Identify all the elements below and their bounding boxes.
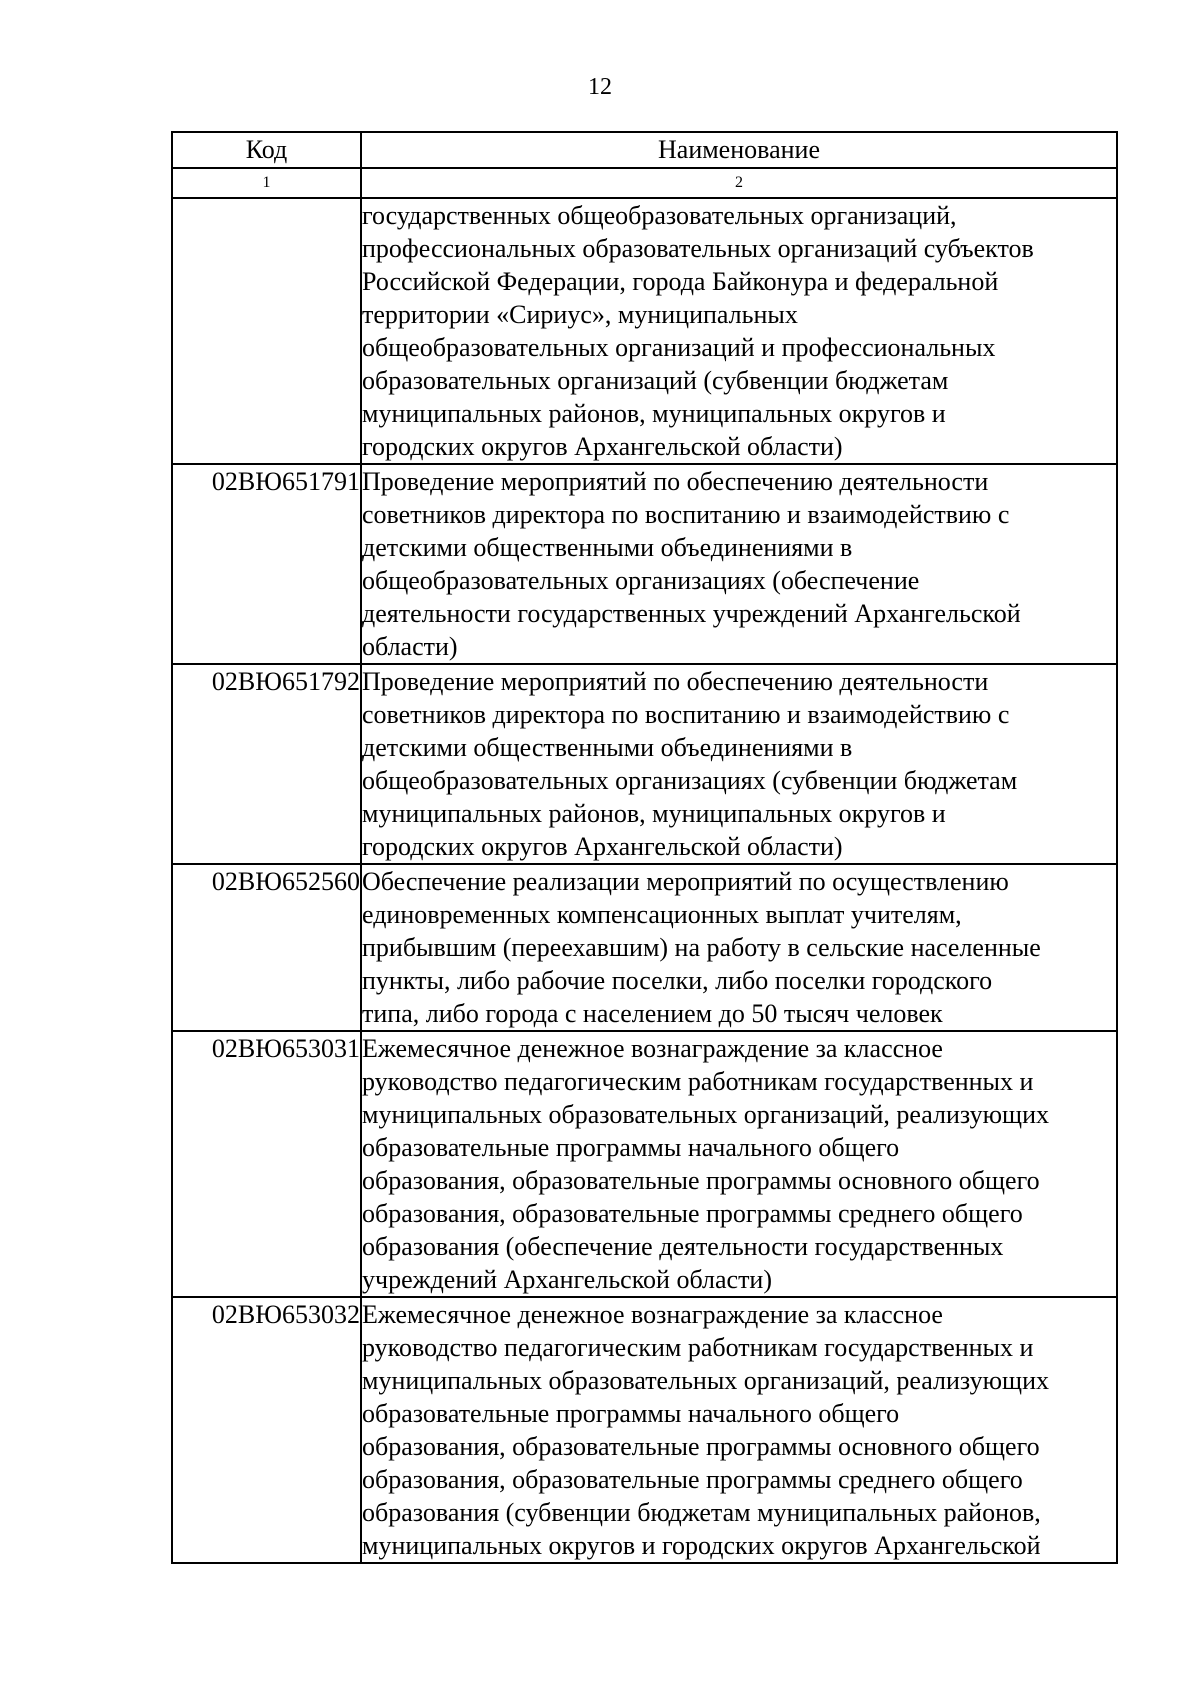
name-line: детскими общественными объединениями в bbox=[362, 733, 853, 762]
column-number-code: 1 bbox=[172, 168, 361, 198]
table-row bbox=[172, 1297, 1117, 1563]
page-number: 12 bbox=[588, 74, 612, 100]
name-line: общеобразовательных организациях (обеспечение bbox=[362, 566, 920, 595]
name-line: образования (субвенции бюджетам муниципальных районов, bbox=[362, 1498, 1041, 1527]
name-line: образовательные программы начального общего bbox=[362, 1133, 900, 1162]
row-name bbox=[361, 198, 1117, 464]
name-line: общеобразовательных организаций и профессиональных bbox=[362, 333, 996, 362]
name-line: муниципальных округов и городских округов Архангельской bbox=[362, 1531, 1041, 1560]
table-row bbox=[172, 664, 1117, 864]
name-line: образования, образовательные программы среднего общего bbox=[362, 1199, 1023, 1228]
table-body bbox=[172, 198, 1117, 1563]
name-line: Ежемесячное денежное вознаграждение за классное bbox=[362, 1300, 943, 1329]
row-code: 02ВЮ651791 bbox=[172, 464, 361, 664]
name-line: государственных общеобразовательных организаций, bbox=[362, 201, 957, 230]
row-name bbox=[361, 464, 1117, 664]
budget-code-table bbox=[171, 131, 1118, 1564]
name-line: образовательных организаций (субвенции бюджетам bbox=[362, 366, 949, 395]
name-line: Российской Федерации, города Байконура и федеральной bbox=[362, 267, 999, 296]
row-code: 02ВЮ651792 bbox=[172, 664, 361, 864]
row-code: 02ВЮ653032 bbox=[172, 1297, 361, 1563]
name-line: Проведение мероприятий по обеспечению деятельности bbox=[362, 667, 989, 696]
name-line: единовременных компенсационных выплат учителям, bbox=[362, 900, 962, 929]
row-name bbox=[361, 1031, 1117, 1297]
name-line: учреждений Архангельской области) bbox=[362, 1265, 773, 1294]
header-code: Код bbox=[172, 132, 361, 168]
name-line: муниципальных образовательных организаций, реализующих bbox=[362, 1366, 1049, 1395]
name-line: образовательные программы начального общего bbox=[362, 1399, 900, 1428]
name-line: муниципальных районов, муниципальных округов и bbox=[362, 399, 946, 428]
name-line: Ежемесячное денежное вознаграждение за классное bbox=[362, 1034, 943, 1063]
name-line: деятельности государственных учреждений Архангельской bbox=[362, 599, 1021, 628]
row-name bbox=[361, 864, 1117, 1031]
column-number-name: 2 bbox=[361, 168, 1117, 198]
header-name: Наименование bbox=[361, 132, 1117, 168]
name-line: образования, образовательные программы основного общего bbox=[362, 1432, 1040, 1461]
name-line: детскими общественными объединениями в bbox=[362, 533, 853, 562]
name-line: советников директора по воспитанию и взаимодействию с bbox=[362, 700, 1010, 729]
name-line: городских округов Архангельской области) bbox=[362, 432, 843, 461]
name-line: пункты, либо рабочие поселки, либо поселки городского bbox=[362, 966, 993, 995]
name-line: руководство педагогическим работникам государственных и bbox=[362, 1067, 1034, 1096]
name-line: типа, либо города с населением до 50 тысяч человек bbox=[362, 999, 943, 1028]
name-line: образования, образовательные программы среднего общего bbox=[362, 1465, 1023, 1494]
table-row bbox=[172, 464, 1117, 664]
name-line: Обеспечение реализации мероприятий по осуществлению bbox=[362, 867, 1009, 896]
column-number-row bbox=[172, 168, 1117, 198]
name-line: городских округов Архангельской области) bbox=[362, 832, 843, 861]
name-line: образования (обеспечение деятельности государственных bbox=[362, 1232, 1004, 1261]
row-code: 02ВЮ653031 bbox=[172, 1031, 361, 1297]
name-line: советников директора по воспитанию и взаимодействию с bbox=[362, 500, 1010, 529]
name-line: профессиональных образовательных организаций субъектов bbox=[362, 234, 1034, 263]
table-row bbox=[172, 1031, 1117, 1297]
name-line: области) bbox=[362, 632, 458, 661]
name-line: прибывшим (переехавшим) на работу в сельские населенные bbox=[362, 933, 1041, 962]
name-line: образования, образовательные программы основного общего bbox=[362, 1166, 1040, 1195]
name-line: территории «Сириус», муниципальных bbox=[362, 300, 798, 329]
table-row bbox=[172, 198, 1117, 464]
name-line: руководство педагогическим работникам государственных и bbox=[362, 1333, 1034, 1362]
name-line: общеобразовательных организациях (субвенции бюджетам bbox=[362, 766, 1018, 795]
name-line: муниципальных образовательных организаций, реализующих bbox=[362, 1100, 1049, 1129]
name-line: муниципальных районов, муниципальных округов и bbox=[362, 799, 946, 828]
header-row bbox=[172, 132, 1117, 168]
row-code bbox=[172, 198, 361, 464]
table-row bbox=[172, 864, 1117, 1031]
row-code: 02ВЮ652560 bbox=[172, 864, 361, 1031]
row-name bbox=[361, 664, 1117, 864]
name-line: Проведение мероприятий по обеспечению деятельности bbox=[362, 467, 989, 496]
row-name bbox=[361, 1297, 1117, 1563]
